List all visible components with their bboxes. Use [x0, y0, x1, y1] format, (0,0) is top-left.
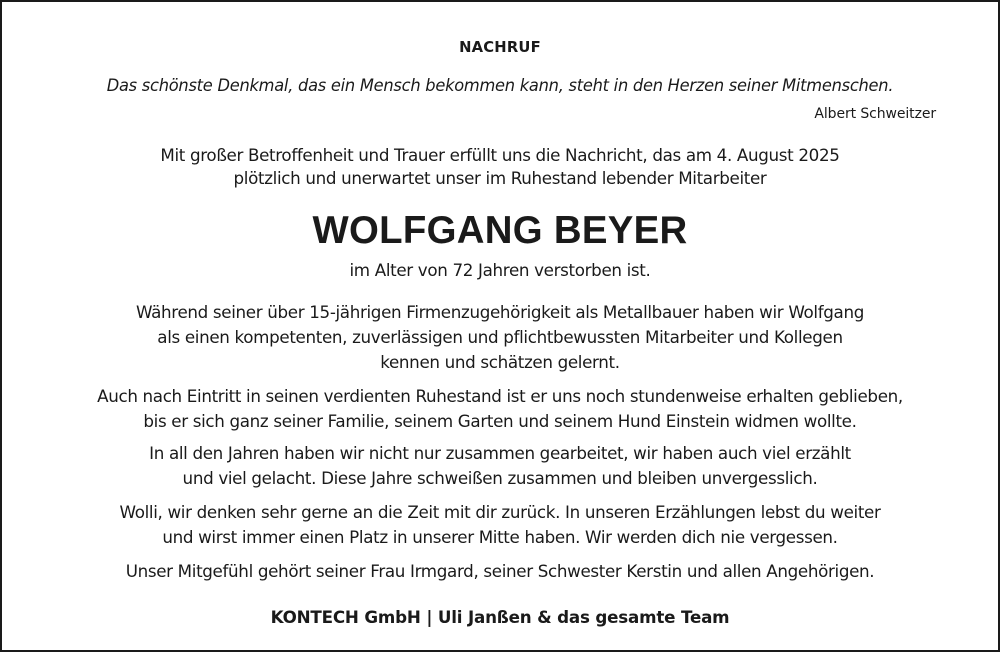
signature: KONTECH GmbH | Uli Janßen & das gesamte Team — [270, 608, 730, 628]
intro-line-1: Mit großer Betroffenheit und Trauer erfüllt uns die Nachricht, das am 4. August 2025 — [160, 146, 840, 166]
paragraph-3-line-1: In all den Jahren haben wir nicht nur zusammen gearbeitet, wir haben auch viel erzählt — [149, 444, 851, 464]
intro-line-2: plötzlich und unerwartet unser im Ruhestand lebender Mitarbeiter — [233, 169, 767, 189]
quote-author: Albert Schweitzer — [814, 106, 936, 122]
paragraph-3-line-2: und viel gelacht. Diese Jahre schweißen zusammen und bleiben unvergesslich. — [182, 469, 818, 489]
notice-heading: NACHRUF — [459, 38, 541, 56]
paragraph-4-line-2: und wirst immer einen Platz in unserer Mitte haben. Wir werden dich nie vergessen. — [162, 528, 838, 548]
paragraph-1-line-3: kennen und schätzen gelernt. — [380, 353, 620, 373]
paragraph-4-line-1: Wolli, wir denken sehr gerne an die Zeit mit dir zurück. In unseren Erzählungen lebst du weiter — [119, 503, 881, 523]
deceased-name: WOLFGANG BEYER — [312, 209, 688, 252]
paragraph-1-line-2: als einen kompetenten, zuverlässigen und pflichtbewussten Mitarbeiter und Kollegen — [157, 328, 843, 348]
age-line: im Alter von 72 Jahren verstorben ist. — [349, 261, 651, 281]
paragraph-1-line-1: Während seiner über 15-jährigen Firmenzugehörigkeit als Metallbauer haben wir Wolfgang — [136, 303, 864, 323]
paragraph-2-line-2: bis er sich ganz seiner Familie, seinem Garten und seinem Hund Einstein widmen wollte. — [143, 412, 857, 432]
paragraph-2-line-1: Auch nach Eintritt in seinen verdienten Ruhestand ist er uns noch stundenweise erhalten geblieben, — [97, 387, 903, 407]
paragraph-5-line-1: Unser Mitgefühl gehört seiner Frau Irmgard, seiner Schwester Kerstin und allen Angehörigen. — [125, 562, 875, 582]
quote-text: Das schönste Denkmal, das ein Mensch bekommen kann, steht in den Herzen seiner Mitmenschen. — [106, 76, 894, 95]
